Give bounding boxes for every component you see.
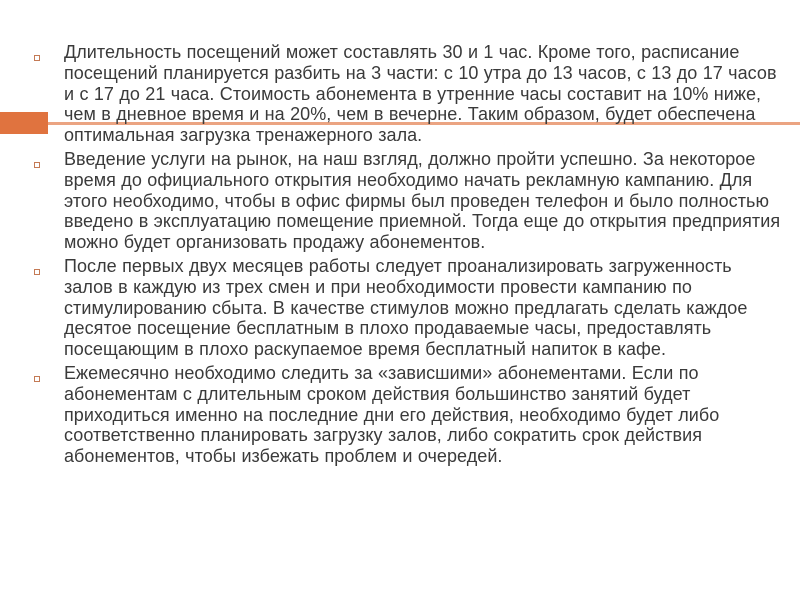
hollow-square-bullet-icon xyxy=(34,162,40,168)
list-item xyxy=(32,149,784,253)
list-item-text: Ежемесячно необходимо следить за «зависшими» абонементами. Если по абонементам с длительным сроком действия большинство занятий будет приходиться именно на последние дни его действия, необходимо будет либо соответственно планировать загрузку залов, либо сократить срок действия абонементов, чтобы избежать проблем и очередей. xyxy=(64,362,720,467)
hollow-square-bullet-icon xyxy=(34,269,40,275)
bullet-list xyxy=(32,42,784,470)
list-item-text: Введение услуги на рынок, на наш взгляд, должно пройти успешно. За некоторое время до официального открытия необходимо начать рекламную кампанию. Для этого необходимо, чтобы в офис фирмы был проведен телефон и было полностью введено в эксплуатацию помещение приемной. Тогда еще до открытия предприятия можно будет организовать продажу абонементов. xyxy=(64,148,781,253)
list-item-text: Длительность посещений может составлять 30 и 1 час. Кроме того, расписание посещений планируется разбить на 3 части: с 10 утра до 13 часов, с 13 до 17 часов и с 17 до 21 часа. Стоимость абонемента в утренние часы составит на 10% ниже, чем в дневное время и на 20%, чем в вечерне. Таким образом, будет обеспечена оптимальная загрузка тренажерного зала. xyxy=(64,42,777,146)
list-item xyxy=(32,42,784,146)
list-item-text: После первых двух месяцев работы следует проанализировать загруженность залов в каждую из трех смен и при необходимости провести кампанию по стимулированию сбыта. В качестве стимулов можно предлагать сделать каждое десятое посещение бесплатным в плохо продаваемые часы, предоставлять посещающим в плохо раскупаемое время бесплатный напиток в кафе. xyxy=(64,255,748,360)
list-item xyxy=(32,363,784,467)
hollow-square-bullet-icon xyxy=(34,55,40,61)
list-item xyxy=(32,256,784,360)
hollow-square-bullet-icon xyxy=(34,376,40,382)
